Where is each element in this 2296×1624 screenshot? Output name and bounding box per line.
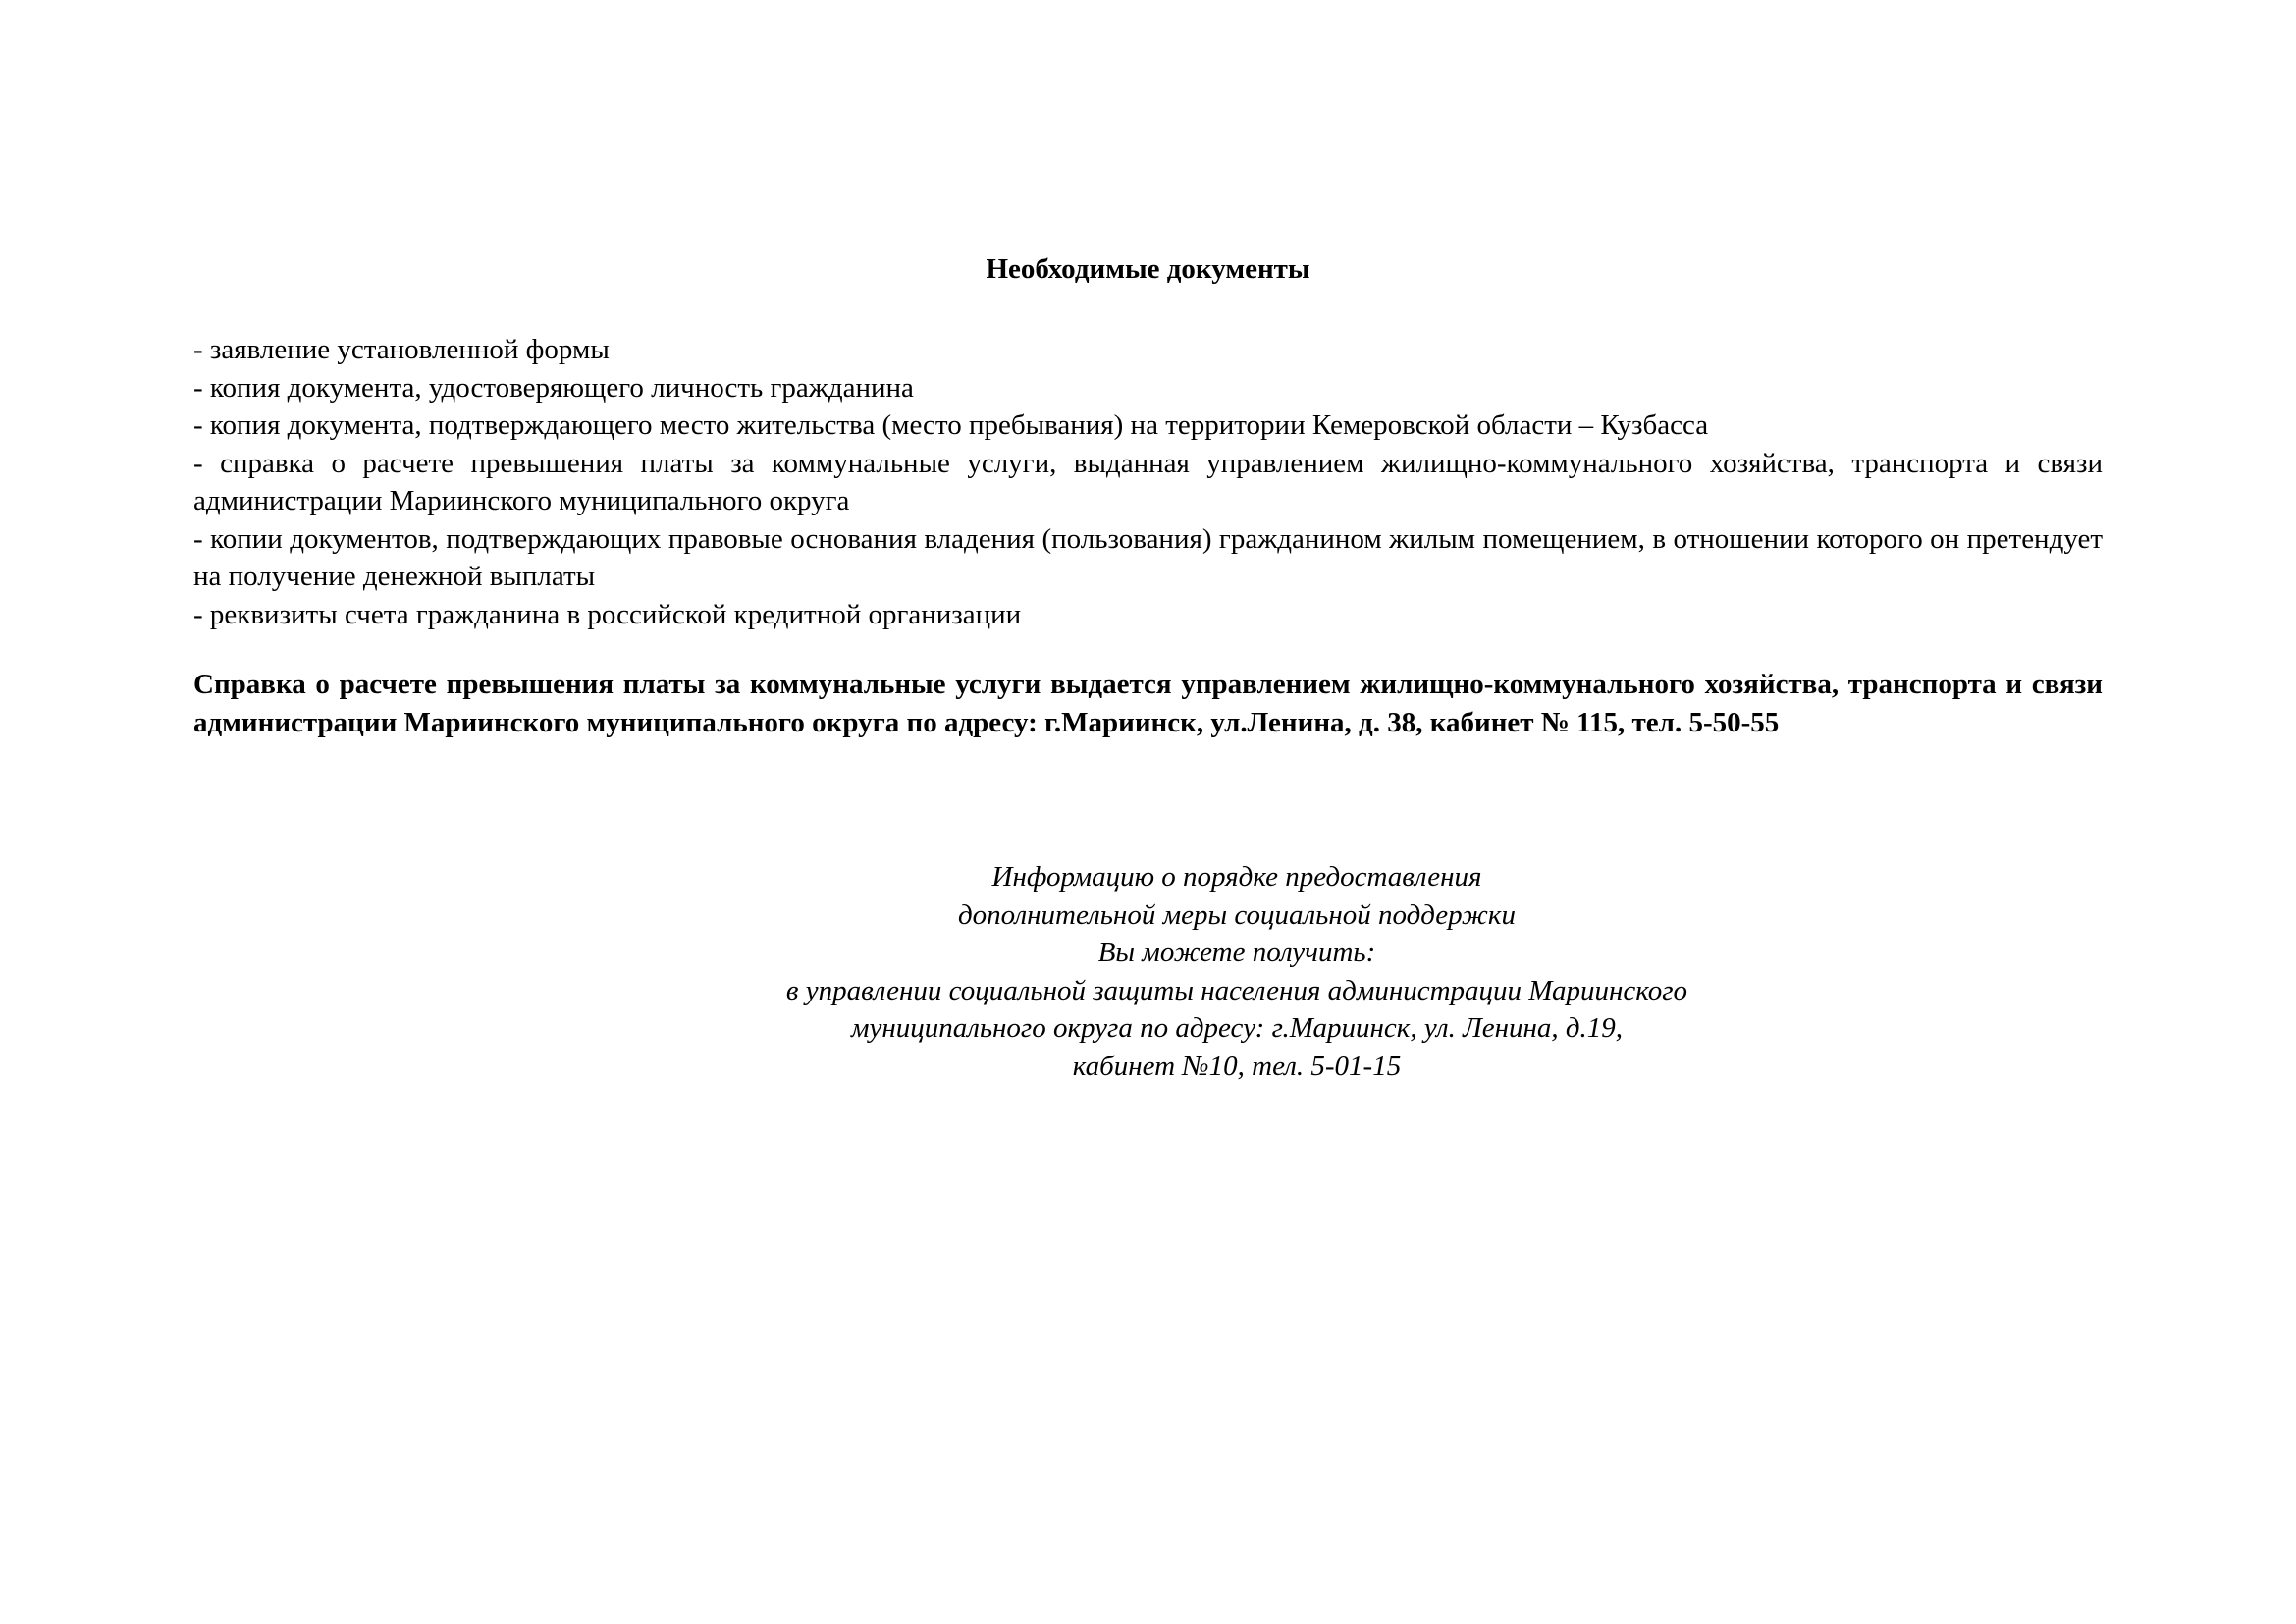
list-item: - справка о расчете превышения платы за коммунальные услуги, выданная управлением жилищно-коммунального хозяйства, транспорта и связи администрации Мариинского муниципального округа (193, 447, 2103, 516)
list-item: - копии документов, подтверждающих правовые основания владения (пользования) гражданином жилым помещением, в отношении которого он претендует на получение денежной выплаты (193, 522, 2103, 592)
required-documents-list (193, 331, 2103, 633)
info-line: Информацию о порядке предоставления (991, 861, 1482, 893)
info-line: в управлении социальной защиты населения администрации Мариинского (785, 974, 1688, 1006)
info-line: муниципального округа по адресу: г.Мариинск, ул. Ленина, д.19, (850, 1012, 1624, 1044)
certificate-notice: Справка о расчете превышения платы за коммунальные услуги выдается управлением жилищно-коммунального хозяйства, транспорта и связи администрации Мариинского муниципального округа по адресу: г.Мариинск, ул.Ленина, д. 38, кабинет № 115, тел. 5-50-55 (193, 669, 2103, 738)
info-line: дополнительной меры социальной поддержки (958, 898, 1516, 931)
info-line: Вы можете получить: (1097, 937, 1376, 968)
list-item: - реквизиты счета гражданина в российской кредитной организации (193, 598, 1022, 630)
list-item: - копия документа, подтверждающего место жительства (место пребывания) на территории Кемеровской области – Кузбасса (193, 409, 1709, 441)
contact-info-block (550, 858, 1924, 1085)
info-line: кабинет №10, тел. 5-01-15 (1072, 1050, 1402, 1082)
list-item: - заявление установленной формы (193, 334, 610, 365)
list-item: - копия документа, удостоверяющего личность гражданина (193, 371, 914, 404)
page-title: Необходимые документы (986, 253, 1310, 285)
